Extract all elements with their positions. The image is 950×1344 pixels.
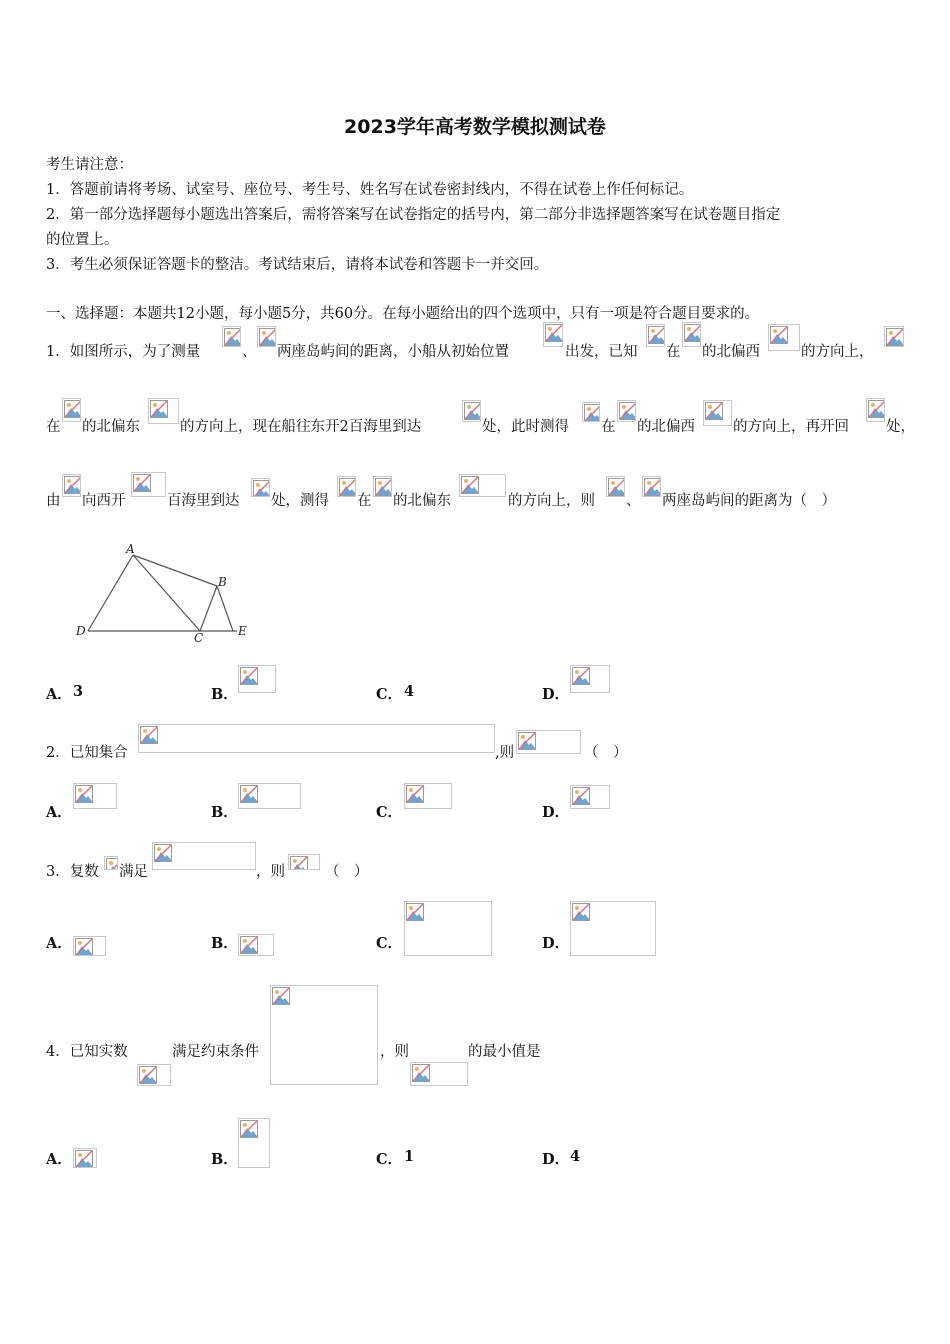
q3-then: ，则 xyxy=(256,864,285,880)
broken-image-icon xyxy=(138,724,495,753)
q1-option-a-value: 3 xyxy=(73,683,84,700)
broken-image-icon xyxy=(62,398,81,422)
q2-option-b: B． xyxy=(211,804,238,821)
q4-option-c-value: 1 xyxy=(404,1148,415,1165)
q1-text: 在 xyxy=(601,419,616,435)
broken-image-icon xyxy=(642,476,661,497)
q4-option-a: A． xyxy=(46,1151,72,1168)
q2-option-a: A． xyxy=(46,804,72,821)
broken-image-icon xyxy=(570,665,610,693)
broken-image-icon xyxy=(646,324,665,347)
q3-stem: 3．复数 xyxy=(46,864,99,880)
label-a: A xyxy=(126,542,135,556)
q2-paren: （ ） xyxy=(584,745,628,761)
notice-item-1: 1．答题前请将考场、试室号、座位号、考生号、姓名写在试卷密封线内，不得在试卷上作任何标记。 xyxy=(46,182,694,198)
notice-item-2a: 2．第一部分选择题每小题选出答案后，需将答案写在试卷指定的括号内，第二部分非选择题答案写在试卷题目指定 xyxy=(46,207,781,223)
broken-image-icon xyxy=(238,783,301,809)
notice-item-3: 3．考生必须保证答题卡的整洁。考试结束后，请将本试卷和答题卡一并交回。 xyxy=(46,257,549,273)
q1-text: 的方向上，再开回 xyxy=(733,419,849,435)
q1-text: 在 xyxy=(46,419,61,435)
q4-option-d: D． xyxy=(542,1151,570,1168)
broken-image-icon xyxy=(570,901,656,956)
q4-option-c: C． xyxy=(376,1151,403,1168)
broken-image-icon xyxy=(768,324,800,351)
broken-image-icon xyxy=(884,326,904,347)
broken-image-icon xyxy=(288,854,320,870)
broken-image-icon xyxy=(137,1064,171,1086)
q1-text: 的方向上， xyxy=(801,344,874,360)
broken-image-icon xyxy=(703,400,732,426)
broken-image-icon xyxy=(617,400,636,422)
q1-option-c-value: 4 xyxy=(404,683,415,700)
q3-paren: （ ） xyxy=(325,864,369,880)
broken-image-icon xyxy=(104,856,118,870)
broken-image-icon xyxy=(148,398,179,424)
q1-text: 的北偏东 xyxy=(393,493,451,509)
notice-item-2b: 的位置上。 xyxy=(46,232,119,248)
q2-option-d: D． xyxy=(542,804,570,821)
q2-then: ,则 xyxy=(495,745,515,761)
q1-text: 处， xyxy=(886,419,915,435)
q1-option-a: A． xyxy=(46,686,72,703)
broken-image-icon xyxy=(516,730,581,754)
q1-text: 处，测得 xyxy=(271,493,329,509)
broken-image-icon xyxy=(459,474,506,497)
broken-image-icon xyxy=(131,472,166,497)
q1-text: 的北偏西 xyxy=(702,344,760,360)
broken-image-icon xyxy=(73,936,106,956)
q1-option-c: C． xyxy=(376,686,403,703)
broken-image-icon xyxy=(404,783,452,809)
q3-option-a: A． xyxy=(46,935,72,952)
broken-image-icon xyxy=(570,785,610,809)
broken-image-icon xyxy=(606,476,625,497)
q1-text: 的方向上，现在船往东开2百海里到达 xyxy=(180,419,422,435)
q1-text: 在 xyxy=(666,344,681,360)
q1-option-d: D． xyxy=(542,686,570,703)
triangle-figure xyxy=(70,538,255,648)
broken-image-icon xyxy=(73,783,117,809)
label-e: E xyxy=(238,624,247,638)
broken-image-icon xyxy=(238,1118,270,1168)
q1-text: 向西开 xyxy=(82,493,126,509)
broken-image-icon xyxy=(238,934,274,956)
q4-constraint: 满足约束条件 xyxy=(172,1044,259,1060)
broken-image-icon xyxy=(251,478,270,497)
broken-image-icon xyxy=(582,402,600,422)
q4-min: 的最小值是 xyxy=(468,1044,541,1060)
broken-image-icon xyxy=(152,842,256,870)
q1-option-b: B． xyxy=(211,686,238,703)
q3-option-d: D． xyxy=(542,935,570,952)
q1-text: 两座岛屿间的距离为（ ） xyxy=(662,493,836,509)
broken-image-icon xyxy=(373,476,392,497)
q1-text: 处，此时测得 xyxy=(482,419,569,435)
q4-then: ，则 xyxy=(380,1044,409,1060)
broken-image-icon xyxy=(62,474,81,497)
page-title: 2023学年高考数学模拟测试卷 xyxy=(344,116,606,138)
q1-text: 两座岛屿间的距离，小船从初始位置 xyxy=(277,344,509,360)
label-c: C xyxy=(194,631,204,645)
broken-image-icon xyxy=(543,322,563,347)
broken-image-icon xyxy=(238,665,276,693)
q1-text: 在 xyxy=(357,493,372,509)
broken-image-icon xyxy=(270,985,378,1085)
q4-stem: 4．已知实数 xyxy=(46,1044,128,1060)
broken-image-icon xyxy=(866,398,885,422)
q1-text: 由 xyxy=(46,493,61,509)
broken-image-icon xyxy=(404,901,492,956)
broken-image-icon xyxy=(410,1062,468,1086)
broken-image-icon xyxy=(257,326,276,347)
q1-text: 、 xyxy=(242,344,257,360)
q1-text: 百海里到达 xyxy=(167,493,240,509)
broken-image-icon xyxy=(73,1148,97,1168)
q1-text: 的北偏西 xyxy=(637,419,695,435)
label-d: D xyxy=(76,624,86,638)
q1-text: 出发，已知 xyxy=(565,344,638,360)
q3-option-b: B． xyxy=(211,935,238,952)
broken-image-icon xyxy=(462,400,481,422)
section-heading: 一、选择题：本题共12小题，每小题5分，共60分。在每小题给出的四个选项中，只有一项是符合题目要求的。 xyxy=(46,306,760,322)
broken-image-icon xyxy=(682,322,701,347)
notice-heading: 考生请注意： xyxy=(46,157,133,173)
q4-option-d-value: 4 xyxy=(570,1148,581,1165)
q1-text: 的方向上，则 xyxy=(508,493,595,509)
label-b: B xyxy=(218,575,227,589)
q1-text: 的北偏东 xyxy=(82,419,140,435)
q2-option-c: C． xyxy=(376,804,403,821)
q1-text: 、 xyxy=(626,493,641,509)
broken-image-icon xyxy=(337,476,356,497)
q3-satisfy: 满足 xyxy=(119,864,148,880)
q4-option-b: B． xyxy=(211,1151,238,1168)
q1-text: 1．如图所示，为了测量 xyxy=(46,344,201,360)
broken-image-icon xyxy=(222,326,241,347)
q3-option-c: C． xyxy=(376,935,403,952)
q2-stem: 2．已知集合 xyxy=(46,745,128,761)
